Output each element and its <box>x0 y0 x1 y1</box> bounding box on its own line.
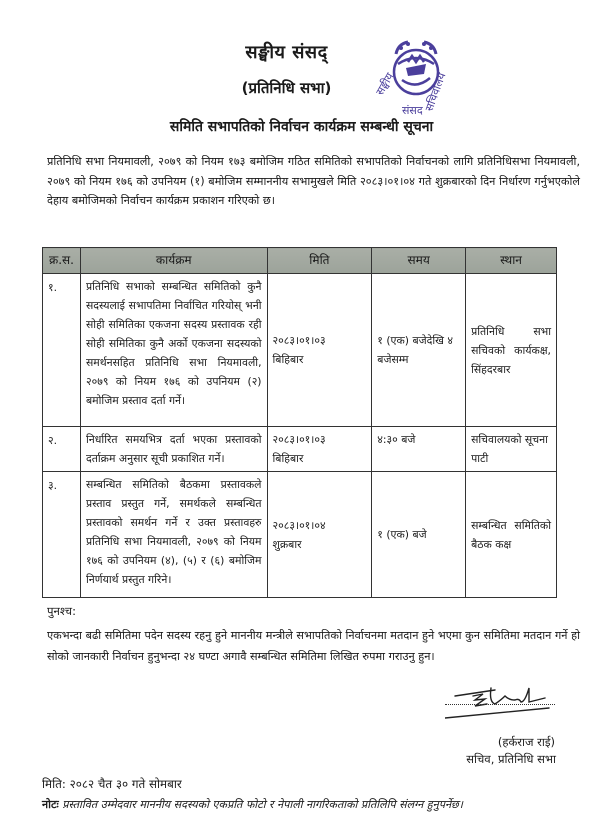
emblem-text-left: सङ्घीय <box>373 70 397 98</box>
emblem-text-right: सचिवालय <box>422 70 449 114</box>
row-date-cell <box>267 274 372 427</box>
table-row <box>43 472 557 598</box>
table-row <box>43 274 557 427</box>
row-serial: २. <box>43 427 81 472</box>
header-serial: क्र.स. <box>43 248 81 274</box>
org-subtitle: (प्रतिनिधि सभा) <box>241 79 332 97</box>
row-program: सम्बन्धित समितिको बैठकमा प्रस्तावकले प्रस्ताव प्रस्तुत गर्ने, समर्थकले सम्बन्धित प्रस्तावको समर्थन गर्ने र उक्त प्रस्तावहरु प्रतिनिधि सभा नियमावली, २०७९ को नियम १७६ को उपनियम (४), (५) र (६) बमोजिम निर्णयार्थ प्रस्तुत गरिने। <box>80 472 267 598</box>
row-date: २०८३।०१।०३ <box>272 334 326 347</box>
notice-title: समिति सभापतिको निर्वाचन कार्यक्रम सम्बन्धी सूचना <box>169 119 434 135</box>
row-day: बिहिबार <box>272 452 304 465</box>
footer-note <box>42 797 463 812</box>
row-program: प्रतिनिधि सभाको सम्बन्धित समितिको कुनै सदस्यलाई सभापतिमा निर्वाचित गरियोस् भनी सोही समितिका एकजना सदस्य प्रस्तावक रही सोही समितिका कुनै अर्को एकजना सदस्यको समर्थनसहित प्रतिनिधि सभा नियमावली, २०७९ को नियम १७६ को उपनियम (२) बमोजिम प्रस्ताव दर्ता गर्ने। <box>80 274 267 427</box>
election-schedule-table <box>42 247 557 598</box>
row-time: ४:३० बजे <box>372 427 466 472</box>
signature-icon <box>445 682 555 722</box>
issue-date: मिति: २०८२ चैत ३० गते सोमबार <box>42 777 182 791</box>
row-date: २०८३।०१।०३ <box>272 433 326 446</box>
org-title: सङ्घीय संसद् <box>245 42 328 63</box>
parliament-secretariat-emblem-icon <box>368 34 460 120</box>
row-program: निर्धारित समयभित्र दर्ता भएका प्रस्तावको दर्ताक्रम अनुसार सूची प्रकाशित गर्ने। <box>80 427 267 472</box>
table-row <box>43 427 557 472</box>
row-place: प्रतिनिधि सभा सचिवको कार्यकक्ष, सिंहदरबार <box>466 274 557 427</box>
row-date: २०८३।०१।०४ <box>272 518 326 532</box>
emblem-text-bottom: संसद <box>402 104 423 117</box>
row-date-cell <box>267 427 372 472</box>
row-date-cell <box>267 472 372 598</box>
row-place: सम्बन्धित समितिको बैठक कक्ष <box>466 472 557 598</box>
header-program: कार्यक्रम <box>80 248 267 274</box>
signatory-name: (हर्कराज राई) <box>497 735 555 749</box>
postscript-text: एकभन्दा बढी समितिमा पदेन सदस्य रहनु हुने माननीय मन्त्रीले सभापतिको निर्वाचनमा मतदान हुने भएमा कुन समितिमा मतदान गर्ने हो सोको जानकारी निर्वाचन हुनुभन्दा २४ घण्टा अगावै सम्बन्धित समितिमा लिखित रुपमा गराउनु हुन। <box>47 629 580 663</box>
row-serial: ३. <box>43 472 81 598</box>
row-day: बिहिबार <box>272 353 304 366</box>
note-text: प्रस्तावित उम्मेदवार माननीय सदस्यको एकप्रति फोटो र नेपाली नागरिकताको प्रतिलिपि संलग्न हुनुपर्नेछ। <box>62 798 463 811</box>
header-time: समय <box>372 248 466 274</box>
row-time: १ (एक) बजे <box>372 472 466 598</box>
table-header-row <box>43 248 557 274</box>
row-time: १ (एक) बजेदेखि ४ बजेसम्म <box>372 274 466 427</box>
intro-paragraph: प्रतिनिधि सभा नियमावली, २०७९ को नियम १७३ बमोजिम गठित समितिको सभापतिको निर्वाचनको लागि प्रतिनिधिसभा नियमावली, २०७९ को नियम १७६ को उपनियम (१) बमोजिम सम्माननीय सभामुखले मिति २०८३।०१।०४ गते शुक्रबारको दिन निर्धारण गर्नुभएकोले देहाय बमोजिमको निर्वाचन कार्यक्रम प्रकाशन गरिएको छ। <box>47 155 580 207</box>
row-place: सचिवालयको सूचना पाटी <box>466 427 557 472</box>
header-place: स्थान <box>466 248 557 274</box>
signature-line <box>445 704 555 705</box>
row-serial: १. <box>43 274 81 427</box>
note-label: नोटः <box>42 798 59 811</box>
row-day: शुक्रबार <box>272 537 302 551</box>
postscript-label: पुनश्च: <box>47 604 76 618</box>
header-date: मिति <box>267 248 372 274</box>
signatory-title: सचिव, प्रतिनिधि सभा <box>466 752 556 766</box>
